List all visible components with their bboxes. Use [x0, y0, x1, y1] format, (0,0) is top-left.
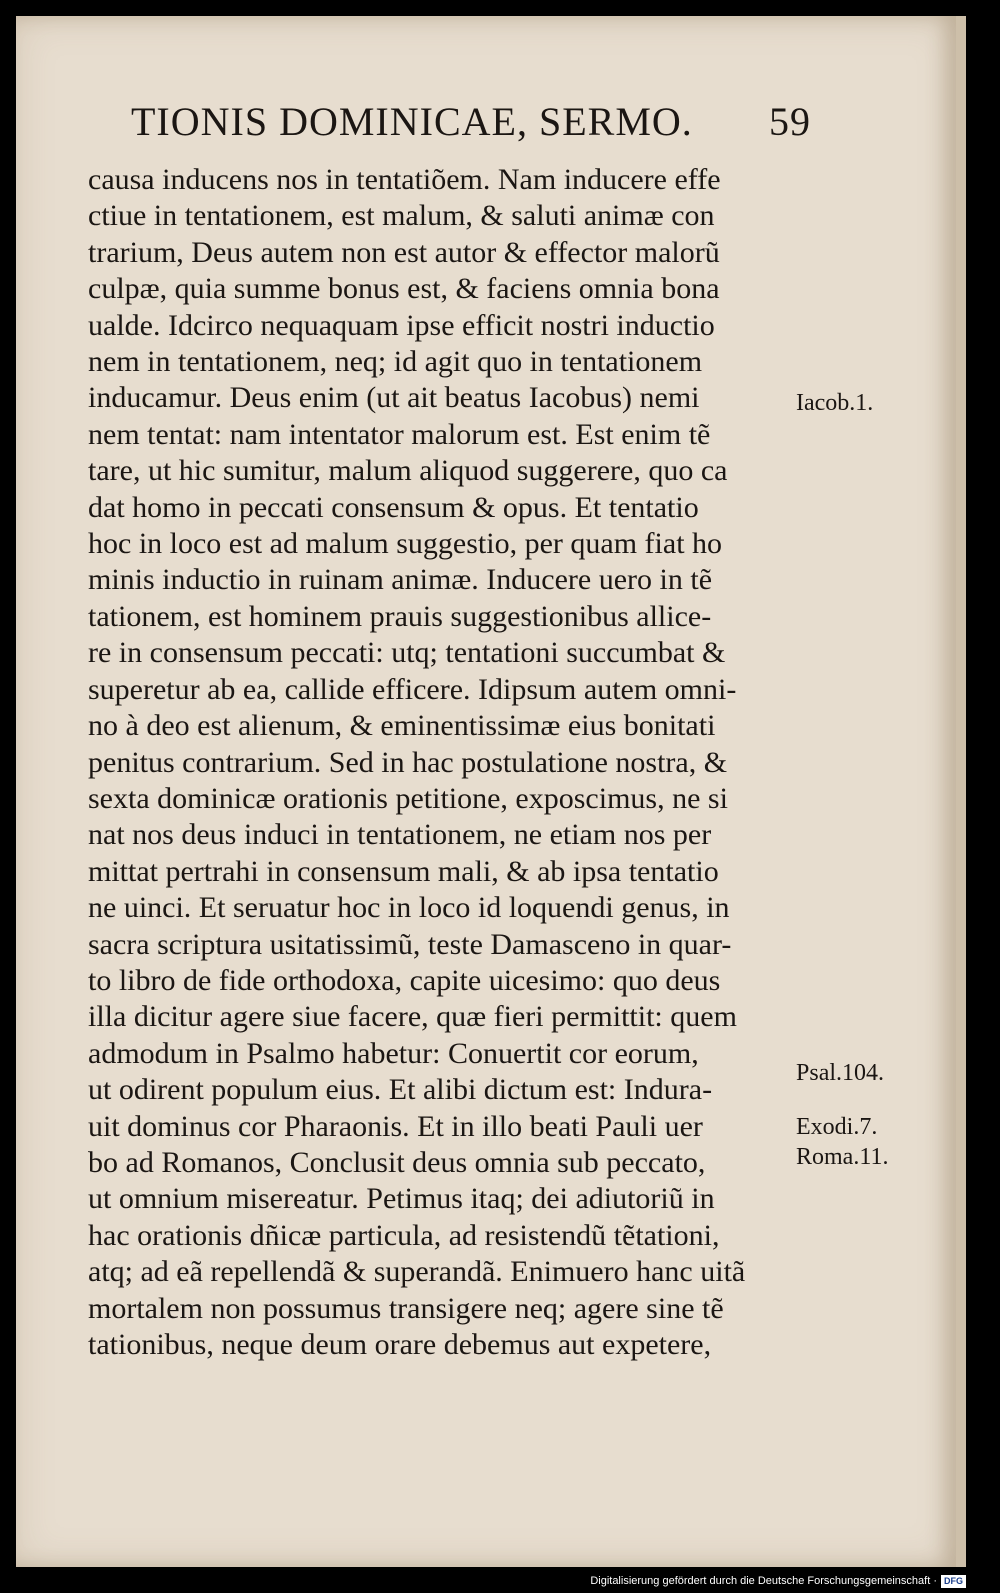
text-line: re in consensum peccati: utq; tentationi succumbat &	[88, 636, 726, 670]
text-line: no à deo est alienum, & eminentissimæ eius bonitati	[88, 709, 716, 743]
digitization-credit	[590, 1573, 966, 1589]
text-line: sacra scriptura usitatissimũ, teste Damasceno in quar-	[88, 927, 732, 961]
text-line: to libro de fide orthodoxa, capite uicesimo: quo deus	[88, 963, 721, 997]
text-line: nem in tentationem, neq; id agit quo in tentationem	[88, 345, 703, 379]
text-line: nat nos deus induci in tentationem, ne etiam nos per	[88, 818, 712, 852]
text-line: illa dicitur agere siue facere, quæ fieri permittit: quem	[88, 1000, 737, 1034]
margin-note-exodi: Exodi.7.	[796, 1114, 878, 1140]
text-line: sexta dominicæ orationis petitione, exposcimus, ne si	[88, 781, 728, 815]
text-line: ut omnium misereatur. Petimus itaq; dei adiutoriũ in	[88, 1182, 715, 1216]
text-line: superetur ab ea, callide efficere. Idipsum autem omni-	[88, 672, 737, 706]
margin-note-roma: Roma.11.	[796, 1144, 889, 1170]
text-line: uit dominus cor Pharaonis. Et in illo beati Pauli uer	[88, 1109, 703, 1143]
book-page	[16, 16, 966, 1567]
text-line: hac orationis dñicæ particula, ad resistendũ tẽtationi,	[88, 1218, 720, 1252]
text-line: penitus contrarium. Sed in hac postulatione nostra, &	[88, 745, 728, 779]
text-line: nem tentat: nam intentator malorum est. Est enim tẽ	[88, 417, 711, 451]
running-title: TIONIS DOMINICAE, SERMO.	[131, 99, 693, 144]
text-line: hoc in loco est ad malum suggestio, per quam fiat ho	[88, 527, 723, 561]
margin-note-psal: Psal.104.	[796, 1060, 885, 1086]
text-line: bo ad Romanos, Conclusit deus omnia sub peccato,	[88, 1145, 706, 1179]
text-line: mittat pertrahi in consensum mali, & ab ipsa tentatio	[88, 854, 719, 888]
text-line: culpæ, quia summe bonus est, & faciens omnia bona	[88, 272, 720, 306]
text-line: ctiue in tentationem, est malum, & saluti animæ con	[88, 199, 715, 233]
text-line: inducamur. Deus enim (ut ait beatus Iacobus) nemi	[88, 381, 700, 415]
page-number: 59	[769, 99, 811, 144]
text-line: minis inductio in ruinam animæ. Inducere uero in tẽ	[88, 563, 713, 597]
text-line: tare, ut hic sumitur, malum aliquod suggerere, quo ca	[88, 454, 728, 488]
text-line: ne uinci. Et seruatur hoc in loco id loquendi genus, in	[88, 891, 730, 925]
text-line: tationibus, neque deum orare debemus aut expetere,	[88, 1328, 712, 1361]
text-line: mortalem non possumus transigere neq; agere sine tẽ	[88, 1291, 724, 1325]
text-line: dat homo in peccati consensum & opus. Et tentatio	[88, 490, 699, 524]
text-line: causa inducens nos in tentatiõem. Nam inducere effe	[88, 163, 721, 196]
dfg-logo: DFG	[941, 1575, 966, 1588]
text-line: atq; ad eã repellendã & superandã. Enimuero hanc uitã	[88, 1255, 746, 1289]
margin-note-iacob: Iacob.1.	[796, 390, 874, 416]
text-line: ualde. Idcirco nequaquam ipse efficit nostri inductio	[88, 308, 715, 342]
text-line: admodum in Psalmo habetur: Conuertit cor eorum,	[88, 1036, 699, 1070]
text-line: trarium, Deus autem non est autor & effector malorũ	[88, 235, 720, 269]
text-line: tationem, est hominem prauis suggestionibus allice-	[88, 599, 712, 633]
text-line: ut odirent populum eius. Et alibi dictum est: Indura-	[88, 1073, 713, 1107]
page-header	[131, 98, 811, 145]
body-text	[88, 162, 808, 1363]
credit-text: Digitalisierung gefördert durch die Deutsche Forschungsgemeinschaft ·	[590, 1575, 937, 1587]
